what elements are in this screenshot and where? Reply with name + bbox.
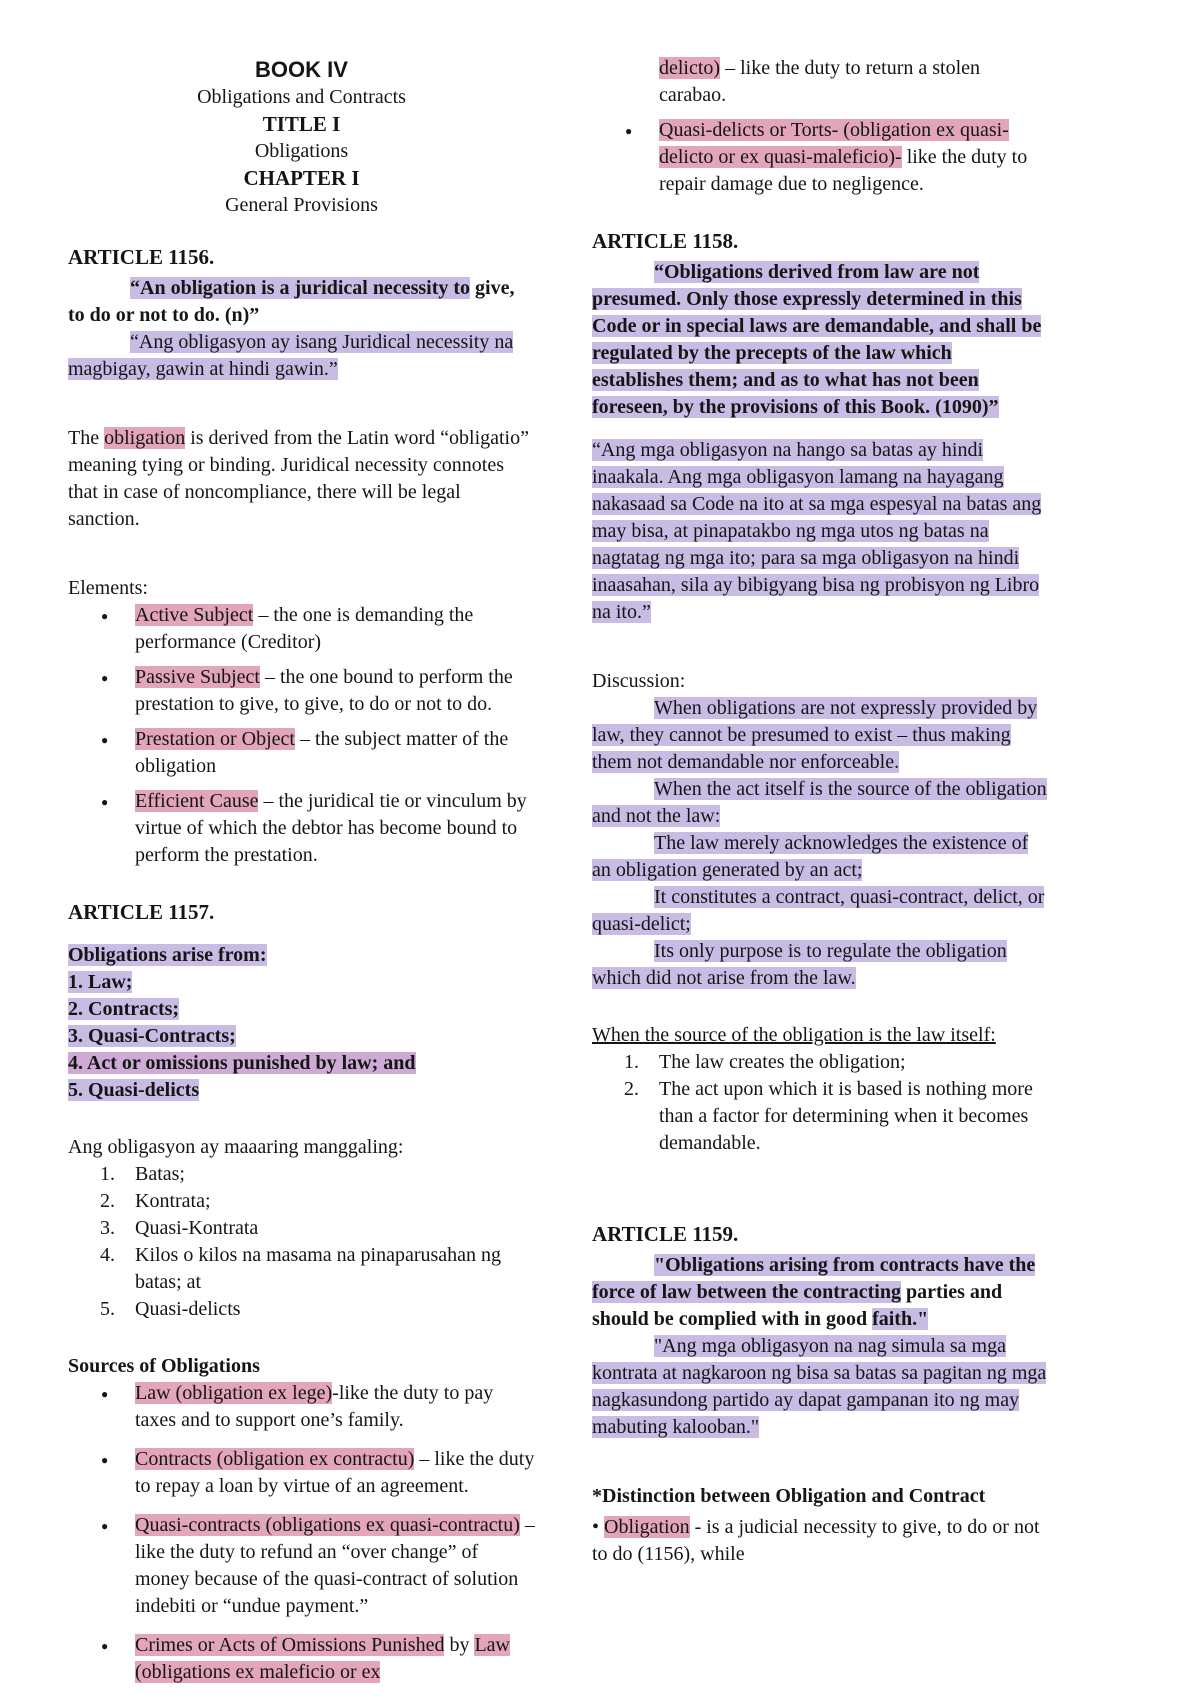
carryover-text xyxy=(592,55,1047,109)
discussion-paragraph xyxy=(592,884,1047,938)
article-1156-discussion xyxy=(68,425,535,533)
quote-continuation: give, to do or not to do. (n)” xyxy=(68,277,515,326)
elements-label: Elements: xyxy=(68,577,148,599)
highlighted-text: The law merely acknowledges the existence of an obligation generated by an act; xyxy=(592,832,1029,881)
item-number: 4. xyxy=(100,1244,115,1266)
article-1159-heading: ARTICLE 1159. xyxy=(592,1222,739,1246)
text: parties and should be complied with in good xyxy=(592,1281,1003,1330)
item-number: 5. xyxy=(100,1298,115,1320)
discussion-paragraph xyxy=(592,695,1047,776)
item-text: Quasi-delicts xyxy=(135,1298,241,1320)
crimes-bullet xyxy=(68,1632,535,1686)
item-text: The law creates the obligation; xyxy=(659,1051,906,1073)
arise-line xyxy=(68,942,535,969)
text: is derived from the Latin word “obligatio” meaning tying or binding. Juridical necessity connotes that in case of noncompliance, there will be legal sanction. xyxy=(68,427,529,530)
highlighted-text: It constitutes a contract, quasi-contract, delict, or quasi-delict; xyxy=(592,886,1045,935)
highlighted-text: Obligations arise from: xyxy=(68,944,267,966)
list-item xyxy=(68,1242,535,1296)
sources-heading: Sources of Obligations xyxy=(68,1355,260,1377)
highlighted-text: faith." xyxy=(872,1308,929,1330)
highlighted-term: Law (obligation ex lege) xyxy=(135,1382,333,1404)
highlighted-text: Quasi-delicts or Torts- (obligation ex quasi-delicto or ex quasi-maleficio)- xyxy=(659,119,1009,168)
chapter-subtitle: General Provisions xyxy=(225,194,378,216)
list-item xyxy=(68,1296,535,1323)
text: – the subject matter of the obligation xyxy=(135,728,509,777)
text: - is a judicial necessity to give, to do or not to do (1156), while xyxy=(592,1516,1040,1565)
highlighted-text: 2. Contracts; xyxy=(68,998,180,1020)
arise-line xyxy=(68,1050,535,1077)
distinction-bullet xyxy=(592,1514,1047,1568)
law-itself-heading: When the source of the obligation is the law itself: xyxy=(592,1024,996,1046)
title-subtitle: Obligations xyxy=(254,140,349,162)
item-number: 1. xyxy=(624,1051,639,1073)
item-number: 2. xyxy=(100,1190,115,1212)
list-item xyxy=(68,1161,535,1188)
article-1159-tagalog xyxy=(592,1333,1047,1441)
highlighted-term: Efficient Cause xyxy=(135,790,259,812)
article-1157-heading: ARTICLE 1157. xyxy=(68,900,215,924)
highlighted-text: "Obligations arising from contracts have the force of law between the contracting xyxy=(592,1254,1036,1303)
item-text: Kontrata; xyxy=(135,1190,211,1212)
highlighted-text: “Obligations derived from law are not presumed. Only those expressly determined in this Code or in special laws are demandable, and shall be regulated by the precepts of the law which establishes them; and as to what has not been foreseen, by the provisions of this Book. (1090)” xyxy=(592,261,1042,418)
list-item xyxy=(68,788,535,869)
list-item xyxy=(68,1215,535,1242)
article-1158-tagalog xyxy=(592,437,1047,626)
bullet-marker: • xyxy=(592,1516,605,1538)
item-text: Batas; xyxy=(135,1163,185,1185)
text: like the duty to repair damage due to negligence. xyxy=(659,146,1028,195)
highlighted-text: 3. Quasi-Contracts; xyxy=(68,1025,236,1047)
list-item xyxy=(68,1188,535,1215)
text: – the juridical tie or vinculum by virtue of which the debtor has become bound to perform the prestation. xyxy=(135,790,527,866)
article-1156-quote xyxy=(68,275,535,329)
highlighted-term: Prestation or Object xyxy=(135,728,295,750)
highlighted-text: "Ang mga obligasyon na nag simula sa mga kontrata at nagkaroon ng bisa sa batas sa pagitan ng mga nagkasundong partido ay dapat gampanan ito ng may mabuting kalooban." xyxy=(592,1335,1047,1438)
item-number: 3. xyxy=(100,1217,115,1239)
highlighted-term: Contracts (obligation ex contractu) xyxy=(135,1448,415,1470)
list-item xyxy=(592,117,1047,198)
text: -like the duty to pay taxes and to support one’s family. xyxy=(135,1382,494,1431)
article-1159-quote xyxy=(592,1252,1047,1333)
law-itself-list xyxy=(592,1049,1047,1157)
tagalog-intro: Ang obligasyon ay maaaring manggaling: xyxy=(68,1136,404,1158)
item-text: Quasi-Kontrata xyxy=(135,1217,259,1239)
highlighted-text: When obligations are not expressly provided by law, they cannot be presumed to exist – thus making them not demandable nor enforceable. xyxy=(592,697,1038,773)
highlighted-term: Obligation xyxy=(604,1516,690,1538)
arise-line xyxy=(68,969,535,996)
obligations-arise-list xyxy=(68,942,535,1104)
text: – the one is demanding the performance (Creditor) xyxy=(135,604,474,653)
highlighted-term: Active Subject xyxy=(135,604,254,626)
text: The xyxy=(68,427,105,449)
discussion-paragraph xyxy=(592,938,1047,992)
article-1156-tagalog xyxy=(68,329,535,383)
highlighted-text: “An obligation is a juridical necessity to xyxy=(130,277,471,299)
item-number: 1. xyxy=(100,1163,115,1185)
item-number: 2. xyxy=(624,1078,639,1100)
list-item xyxy=(68,726,535,780)
list-item xyxy=(68,1632,535,1686)
highlighted-term: obligation xyxy=(104,427,186,449)
highlighted-term: Passive Subject xyxy=(135,666,260,688)
highlighted-text: 1. Law; xyxy=(68,971,133,993)
two-column-layout xyxy=(68,55,1160,1698)
left-column xyxy=(68,55,535,1698)
list-item xyxy=(68,1380,535,1434)
highlighted-text: 5. Quasi-delicts xyxy=(68,1079,200,1101)
arise-line xyxy=(68,996,535,1023)
list-item xyxy=(592,1049,1047,1076)
item-text: The act upon which it is based is nothing more than a factor for determining when it becomes demandable. xyxy=(659,1078,1033,1154)
chapter-heading: CHAPTER I xyxy=(243,166,360,190)
arise-line xyxy=(68,1023,535,1050)
text: by xyxy=(444,1634,475,1656)
discussion-paragraph xyxy=(592,776,1047,830)
list-item xyxy=(68,602,535,656)
highlighted-text: Crimes or Acts of Omissions Punished xyxy=(135,1634,445,1656)
list-item xyxy=(68,1512,535,1620)
highlighted-term: Quasi-contracts (obligations ex quasi-contractu) xyxy=(135,1514,520,1536)
right-column xyxy=(592,55,1047,1698)
discussion-label: Discussion: xyxy=(592,670,686,692)
highlighted-text: When the act itself is the source of the obligation and not the law: xyxy=(592,778,1047,827)
title-heading: TITLE I xyxy=(262,112,341,136)
book-subtitle: Obligations and Contracts xyxy=(197,86,406,108)
arise-line xyxy=(68,1077,535,1104)
discussion-paragraph xyxy=(592,830,1047,884)
book-title: BOOK IV xyxy=(255,57,348,82)
list-item xyxy=(592,1076,1047,1157)
highlighted-text: Law (obligations ex maleficio or ex xyxy=(135,1634,510,1683)
elements-list xyxy=(68,602,535,869)
article-1158-heading: ARTICLE 1158. xyxy=(592,229,739,253)
article-1158-quote xyxy=(592,259,1047,421)
text: – like the duty to refund an “over change” of money because of the quasi-contract of solution indebiti or “undue payment.” xyxy=(135,1514,535,1617)
distinction-heading: *Distinction between Obligation and Contract xyxy=(592,1485,986,1507)
sources-list xyxy=(68,1380,535,1620)
highlighted-text: “Ang obligasyon ay isang Juridical necessity na magbigay, gawin at hindi gawin.” xyxy=(68,331,514,380)
article-1156-heading: ARTICLE 1156. xyxy=(68,245,215,269)
item-text: Kilos o kilos na masama na pinaparusahan ng batas; at xyxy=(135,1244,502,1293)
quasi-delicts-bullet xyxy=(592,117,1047,198)
document-header xyxy=(68,55,535,219)
highlighted-term: delicto) xyxy=(659,57,721,79)
list-item xyxy=(68,1446,535,1500)
highlighted-text: Its only purpose is to regulate the obligation which did not arise from the law. xyxy=(592,940,1007,989)
text: – the one bound to perform the prestation to give, to give, to do or not to do. xyxy=(135,666,513,715)
list-item xyxy=(68,664,535,718)
highlighted-text: “Ang mga obligasyon na hango sa batas ay hindi inaakala. Ang mga obligasyon lamang na hayagang nakasaad sa Code na ito at sa mga espesyal na batas ang may bisa, at pinapatakbo ng mga utos ng batas na nagtatag ng mga ito; para sa mga obligasyon na hindi inaasahan, sila ay bibigyang bisa ng probisyon ng Libro na ito.” xyxy=(592,439,1042,623)
text: – like the duty to return a stolen carabao. xyxy=(659,57,981,106)
highlighted-text: 4. Act or omissions punished by law; and xyxy=(68,1052,416,1074)
tagalog-numbered-list xyxy=(68,1161,535,1323)
text: – like the duty to repay a loan by virtue of an agreement. xyxy=(135,1448,535,1497)
